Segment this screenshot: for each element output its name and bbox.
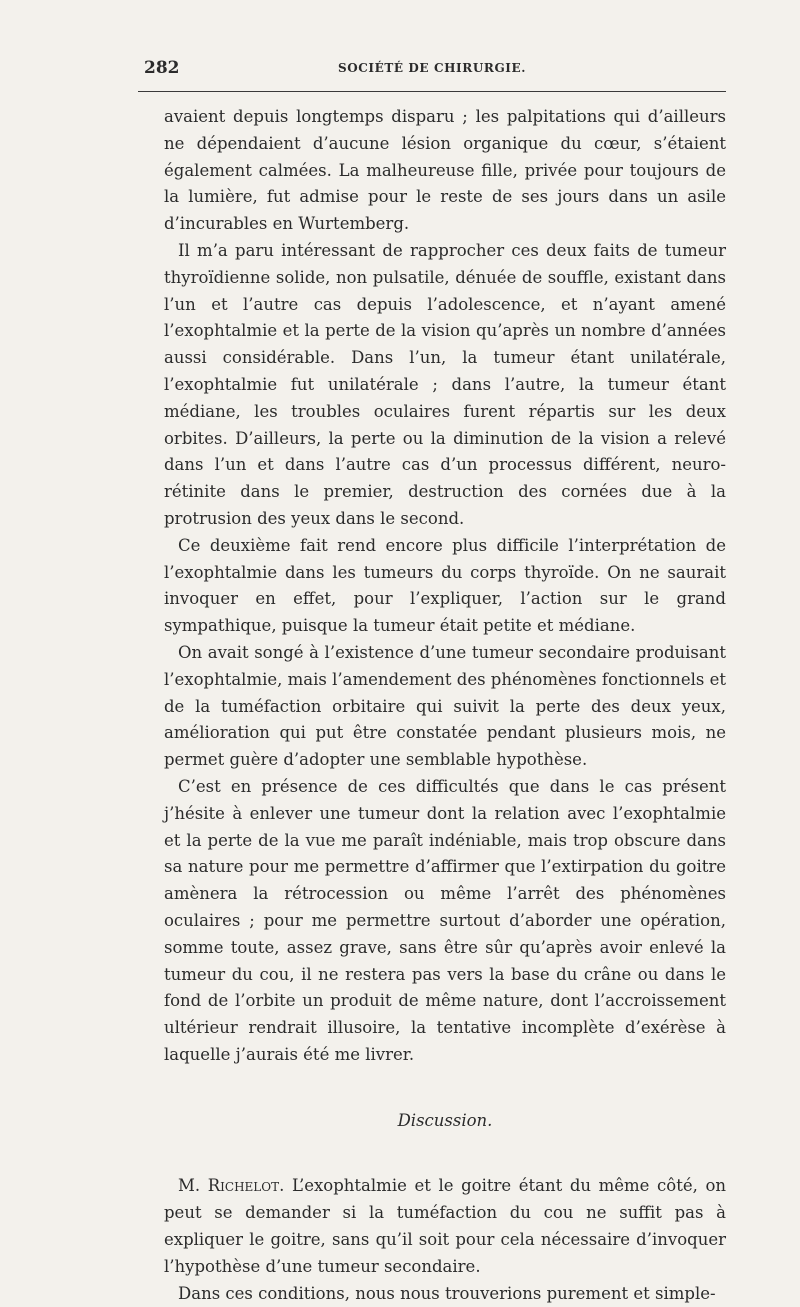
paragraph-3: Ce deuxième fait rend encore plus difficile l’interprétation de l’exophtalmie dans les tumeurs du corps thyroïde. On ne saurait invoquer en effet, pour l’expliquer, l’action sur le grand sympathique, puisque la tumeur était petite et médiane.: [164, 535, 726, 636]
discussion-text-1: L’exophtalmie et le goitre étant du même côté, on peut se demander si la tuméfaction du cou ne suffit pas à expliquer le goitre, sans qu’il soit pour cela nécessaire d’invoquer l’hypothèse d’une tumeur secondaire.: [164, 1176, 727, 1276]
header-rule: [138, 91, 726, 92]
paragraph-2: Il m’a paru intéressant de rapprocher ces deux faits de tumeur thyroïdienne solide, non pulsatile, dénuée de souffle, existant dans l’un et l’autre cas depuis l’adolescence, et n’ayant amené l’exophtalmie et la perte de la vision qu’après un nombre d’années aussi considérable. Dans l’un, la tumeur étant unilatérale, l’exophtalmie fut unilatérale ; dans l’autre, la tumeur étant médiane, les troubles oculaires furent répartis sur les deux orbites. D’ailleurs, la perte ou la diminution de la vision a relevé dans l’un et dans l’autre cas d’un processus différent, neuro-rétinite dans le premier, destruction des cornées due à la protrusion des yeux dans le second.: [164, 240, 726, 528]
discussion-paragraph-1: [164, 1173, 726, 1280]
paragraph-4: On avait songé à l’existence d’une tumeur secondaire produisant l’exophtalmie, mais l’amendement des phénomènes fonctionnels et de la tuméfaction orbitaire qui suivit la perte des deux yeux, amélioration qui put être constatée pendant plusieurs mois, ne permet guère d’adopter une semblable hypothèse.: [164, 642, 726, 770]
section-heading: Discussion.: [397, 1110, 493, 1130]
paragraph-1: avaient depuis longtemps disparu ; les palpitations qui d’ailleurs ne dépendaient d’aucune lésion organique du cœur, s’étaient également calmées. La malheureuse fille, privée pour toujours de la lumière, fut admise pour le reste de ses jours dans un asile d’incurables en Wurtemberg.: [164, 107, 726, 234]
discussion-paragraph-2: Dans ces conditions, nous nous trouverions purement et simple-: [178, 1283, 716, 1303]
page-body: [164, 104, 726, 1307]
page-header: [138, 58, 726, 80]
paragraph-5: C’est en présence de ces difficultés que dans le cas présent j’hésite à enlever une tumeur dont la relation avec l’exophtalmie et la perte de la vue me paraît indéniable, mais trop obscure dans sa nature pour me permettre d’affirmer que l’extirpation du goitre amènera la rétrocession ou même l’arrêt des phénomènes oculaires ; pour me permettre surtout d’aborder une opération, somme toute, assez grave, sans être sûr qu’après avoir enlevé la tumeur du cou, il ne restera pas vers la base du crâne ou dans le fond de l’orbite un produit de même nature, dont l’accroissement ultérieur rendrait illusoire, la tentative incomplète d’exérèse à laquelle j’aurais été me livrer.: [164, 776, 726, 1064]
running-title: SOCIÉTÉ DE CHIRURGIE.: [337, 61, 527, 75]
page-number: 282: [144, 58, 180, 78]
speaker-name: M. Richelot.: [178, 1176, 285, 1196]
